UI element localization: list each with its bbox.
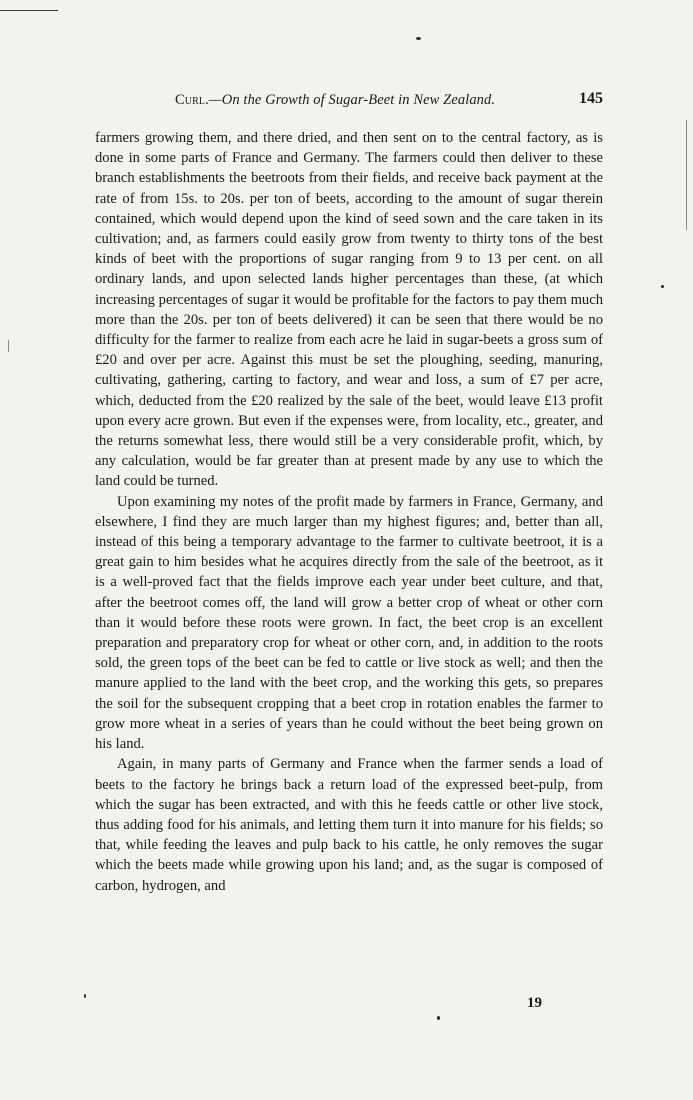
running-head [175, 92, 495, 109]
scan-margin-line [686, 120, 687, 230]
scan-speck [416, 37, 421, 40]
running-head-author: Curl. [175, 92, 209, 108]
page-number: 145 [579, 90, 603, 107]
scan-speck [437, 1016, 440, 1020]
signature-mark: 19 [527, 995, 542, 1011]
scan-margin-line [8, 340, 9, 352]
paragraph-continued: farmers growing them, and there dried, and then sent on to the central factory, as is done in some parts of France and Germany. The farmers could then deliver to these branch establishments the beetroots from their fields, and receive back payment at the rate of from 15s. to 20s. per ton of beets, according to the amount of sugar therein contained, which would depend upon the kind of seed sown and the care taken in its cultivation; and, as farmers could easily grow from twenty to thirty tons of the best kinds of beet with the proportions of sugar ranging from 9 to 13 per cent. on all ordinary lands, and upon selected lands higher percentages than these, (at which increasing percentages of sugar it would be profitable for the factors to pay them much more than the 20s. per ton of beets delivered) it can be seen that there would be no difficulty for the farmer to realize from each acre he laid in sugar-beets a gross sum of £20 and over per acre. Against this must be set the ploughing, seeding, manuring, cultivating, gathering, carting to factory, and wear and loss, a sum of £7 per acre, which, deducted from the £20 realized by the sale of the beet, would leave £13 profit upon every acre grown. But even if the expenses were, from locality, etc., greater, and the returns somewhat less, there would still be a very considerable profit, which, by any calculation, would be far greater than at present made by any use to which the land could be turned. [95, 130, 603, 490]
paragraph: Upon examining my notes of the profit made by farmers in France, Germany, and elsewhere, I find they are much larger than my highest figures; and, better than all, instead of this being a temporary advantage to the farmer to cultivate beetroot, it is a great gain to him besides what he acquires directly from the sale of the beetroot, as it is a well-proved fact that the fields improve each year under beet culture, and that, after the beetroot comes off, the land will grow a better crop of wheat or other corn than it would before these roots were grown. In fact, the beet crop is an excellent preparation and preparatory crop for wheat or other corn, and, in addition to the roots sold, the green tops of the beet can be fed to cattle or live stock as well; and then the manure applied to the land with the beet crop, and the working this gets, so prepares the soil for the subsequent cropping that a beet crop in rotation enables the farmer to grow more wheat in a series of years than he could without the beet being grown on his land. [95, 493, 603, 753]
body-text [95, 128, 603, 896]
scan-speck [661, 285, 664, 288]
running-header [175, 92, 603, 114]
scan-rule-mark [0, 10, 58, 11]
running-head-title: —On the Growth of Sugar-Beet in New Zealand. [208, 92, 496, 108]
scan-speck [84, 994, 86, 998]
paragraph: Again, in many parts of Germany and France when the farmer sends a load of beets to the factory he brings back a return load of the expressed beet-pulp, from which the sugar has been extracted, and with this he feeds cattle or other live stock, thus adding food for his animals, and letting them turn it into manure for his fields; so that, while feeding the leaves and pulp back to his cattle, he only removes the sugar which the beets made while growing upon his land; and, as the sugar is composed of carbon, hydrogen, and [95, 756, 603, 894]
